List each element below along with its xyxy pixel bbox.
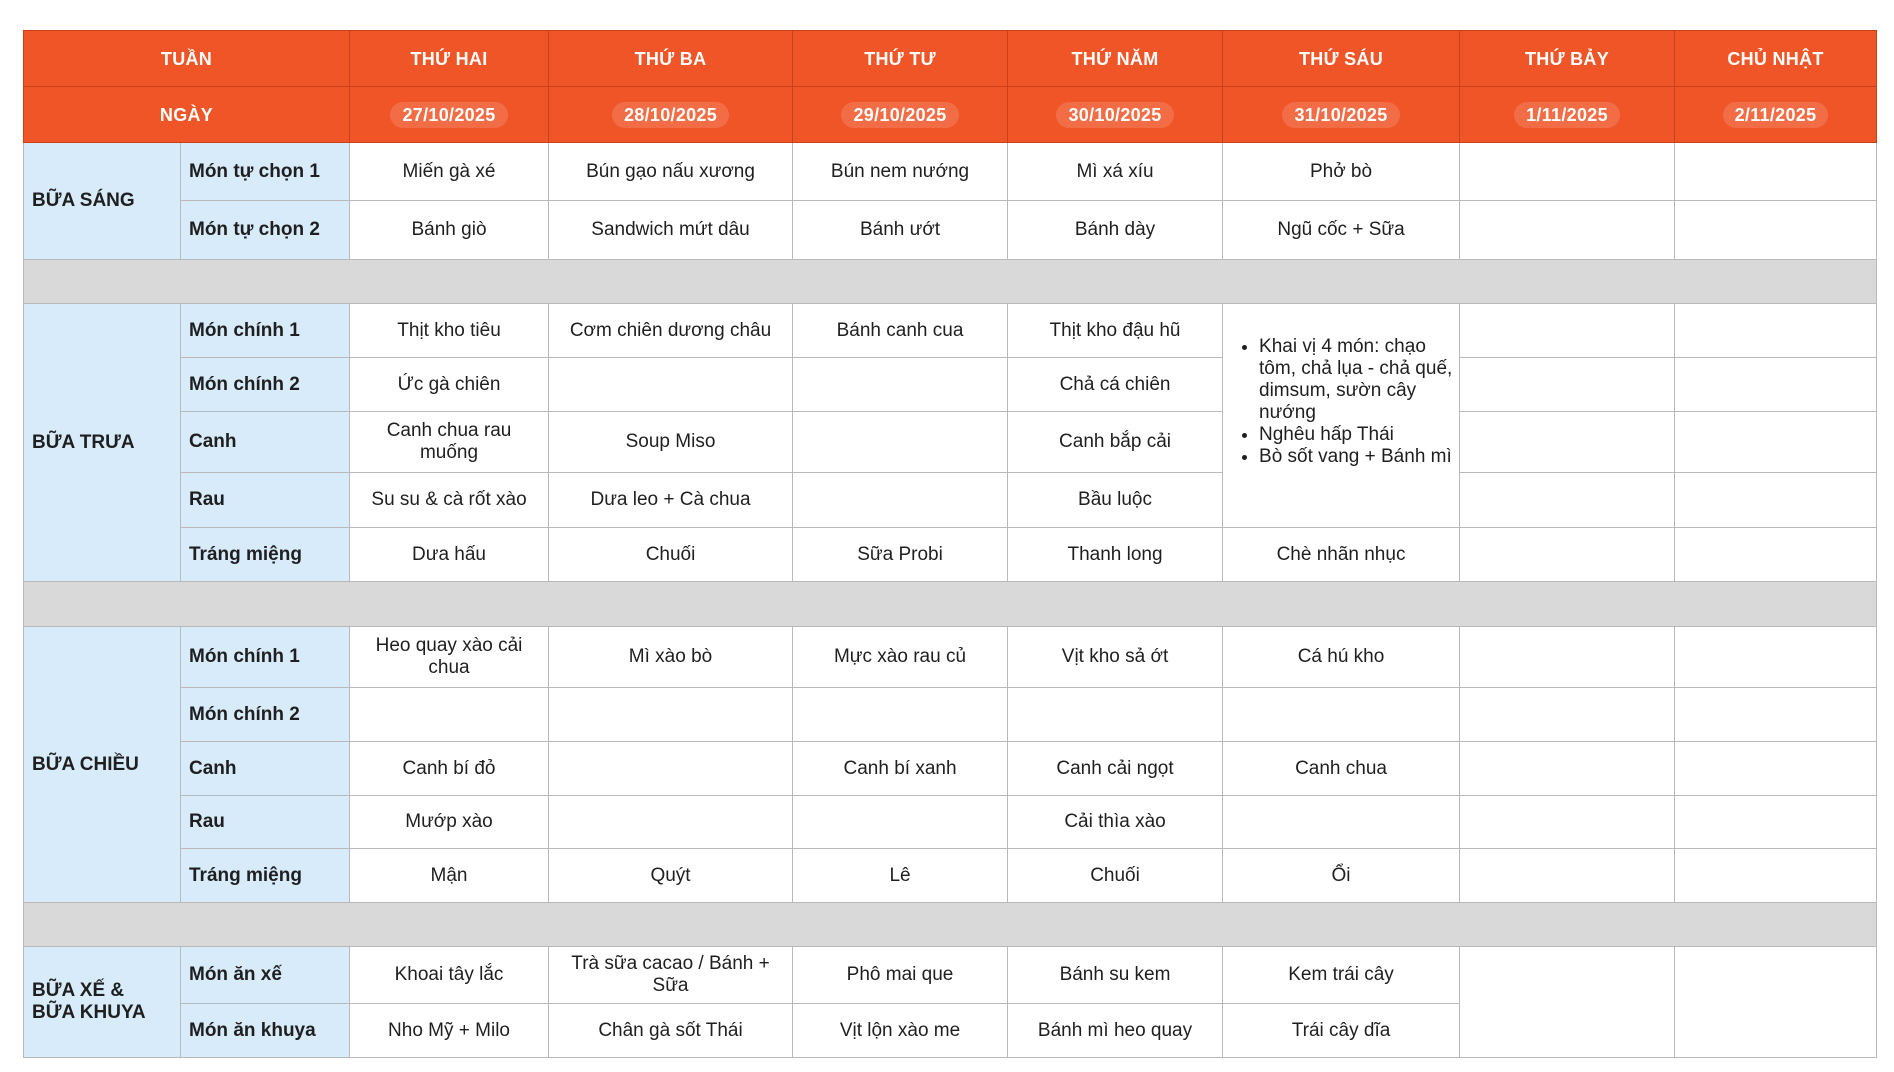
menu-cell [1460, 358, 1675, 412]
row-label: Món ăn xế [181, 947, 350, 1004]
date-wed [793, 87, 1008, 143]
menu-cell [1460, 143, 1675, 201]
date-sun [1675, 87, 1877, 143]
menu-cell [1460, 796, 1675, 849]
menu-cell: Ức gà chiên [350, 358, 549, 412]
date-pill: 1/11/2025 [1514, 102, 1620, 128]
day-wed: THỨ TƯ [793, 31, 1008, 87]
menu-cell: Canh cải ngọt [1008, 742, 1223, 796]
list-item: • Nghêu hấp Thái [1259, 424, 1453, 446]
menu-cell: Heo quay xào cải chua [350, 627, 549, 688]
lunch-special-list [1237, 336, 1453, 468]
menu-cell [1008, 688, 1223, 742]
menu-cell: Ngũ cốc + Sữa [1223, 201, 1460, 260]
menu-cell: Bánh canh cua [793, 304, 1008, 358]
menu-cell: Su su & cà rốt xào [350, 473, 549, 528]
menu-cell: Chuối [549, 528, 793, 582]
separator-cell [24, 260, 1877, 304]
menu-cell: Mì xào bò [549, 627, 793, 688]
menu-cell [1460, 688, 1675, 742]
day-tue: THỨ BA [549, 31, 793, 87]
date-pill: 31/10/2025 [1282, 102, 1399, 128]
menu-cell: Vịt lộn xào me [793, 1004, 1008, 1058]
row-label: Tráng miệng [181, 849, 350, 903]
table-row [24, 742, 1877, 796]
menu-cell: Bánh ướt [793, 201, 1008, 260]
date-mon [350, 87, 549, 143]
table-row [24, 688, 1877, 742]
menu-cell [793, 473, 1008, 528]
row-label: Canh [181, 412, 350, 473]
menu-cell: Chuối [1008, 849, 1223, 903]
separator-row [24, 260, 1877, 304]
table-row [24, 849, 1877, 903]
menu-cell [1460, 473, 1675, 528]
day-sat: THỨ BẢY [1460, 31, 1675, 87]
date-pill: 30/10/2025 [1056, 102, 1173, 128]
menu-cell: Dưa leo + Cà chua [549, 473, 793, 528]
menu-cell: Miến gà xé [350, 143, 549, 201]
date-thu [1008, 87, 1223, 143]
menu-cell [793, 412, 1008, 473]
menu-cell: Kem trái cây [1223, 947, 1460, 1004]
table-row [24, 358, 1877, 412]
menu-cell: Trái cây dĩa [1223, 1004, 1460, 1058]
menu-cell: Thanh long [1008, 528, 1223, 582]
menu-cell [350, 688, 549, 742]
menu-cell [1460, 201, 1675, 260]
menu-cell: Bánh giò [350, 201, 549, 260]
menu-cell: Khoai tây lắc [350, 947, 549, 1004]
table-row [24, 143, 1877, 201]
menu-cell [1675, 627, 1877, 688]
menu-cell: Bánh mì heo quay [1008, 1004, 1223, 1058]
date-sat [1460, 87, 1675, 143]
menu-cell [1675, 143, 1877, 201]
menu-cell [1675, 528, 1877, 582]
menu-cell: Quýt [549, 849, 793, 903]
menu-cell [1675, 796, 1877, 849]
date-label: NGÀY [24, 87, 350, 143]
menu-cell [1675, 201, 1877, 260]
meal-dinner-label: BỮA CHIỀU [24, 627, 181, 903]
separator-row [24, 582, 1877, 627]
menu-cell [1460, 849, 1675, 903]
row-label: Tráng miệng [181, 528, 350, 582]
menu-cell: Mận [350, 849, 549, 903]
list-item: • Khai vị 4 món: chạo tôm, chả lụa - chả quế, dimsum, sườn cây nướng [1259, 336, 1453, 424]
menu-cell [1223, 796, 1460, 849]
date-pill: 29/10/2025 [841, 102, 958, 128]
day-sun: CHỦ NHẬT [1675, 31, 1877, 87]
date-pill: 2/11/2025 [1723, 102, 1829, 128]
row-label: Rau [181, 796, 350, 849]
day-mon: THỨ HAI [350, 31, 549, 87]
meal-breakfast-label: BỮA SÁNG [24, 143, 181, 260]
separator-row [24, 903, 1877, 947]
menu-cell: Thịt kho đậu hũ [1008, 304, 1223, 358]
menu-cell: Cá hú kho [1223, 627, 1460, 688]
menu-cell [549, 358, 793, 412]
menu-cell [1675, 742, 1877, 796]
menu-cell: Bún gạo nấu xương [549, 143, 793, 201]
menu-cell: Canh chua rau muống [350, 412, 549, 473]
row-label: Món chính 2 [181, 688, 350, 742]
row-label: Rau [181, 473, 350, 528]
menu-cell [1223, 688, 1460, 742]
row-label: Món chính 1 [181, 627, 350, 688]
separator-cell [24, 582, 1877, 627]
table-row [24, 412, 1877, 473]
row-label: Món tự chọn 1 [181, 143, 350, 201]
menu-cell [1675, 473, 1877, 528]
table-row [24, 201, 1877, 260]
menu-cell [1675, 947, 1877, 1058]
meal-lunch-label: BỮA TRƯA [24, 304, 181, 582]
date-fri [1223, 87, 1460, 143]
menu-cell: Vịt kho sả ớt [1008, 627, 1223, 688]
menu-cell: Mì xá xíu [1008, 143, 1223, 201]
menu-cell [1460, 412, 1675, 473]
menu-cell: Chân gà sốt Thái [549, 1004, 793, 1058]
menu-cell: Bầu luộc [1008, 473, 1223, 528]
header-days-row [24, 31, 1877, 87]
day-thu: THỨ NĂM [1008, 31, 1223, 87]
menu-cell: Sandwich mứt dâu [549, 201, 793, 260]
menu-cell [1460, 304, 1675, 358]
date-tue [549, 87, 793, 143]
menu-cell: Canh bắp cải [1008, 412, 1223, 473]
menu-cell: Sữa Probi [793, 528, 1008, 582]
separator-cell [24, 903, 1877, 947]
menu-cell [1460, 627, 1675, 688]
menu-cell: Trà sữa cacao / Bánh + Sữa [549, 947, 793, 1004]
row-label: Món ăn khuya [181, 1004, 350, 1058]
menu-cell: Dưa hấu [350, 528, 549, 582]
menu-cell: Cải thìa xào [1008, 796, 1223, 849]
menu-cell [1460, 528, 1675, 582]
menu-cell [549, 796, 793, 849]
menu-cell [1675, 304, 1877, 358]
menu-cell: Mực xào rau củ [793, 627, 1008, 688]
menu-cell: Bánh dày [1008, 201, 1223, 260]
menu-cell: Canh bí xanh [793, 742, 1008, 796]
menu-cell: Chè nhãn nhục [1223, 528, 1460, 582]
menu-cell: Soup Miso [549, 412, 793, 473]
menu-cell: Canh chua [1223, 742, 1460, 796]
menu-cell [793, 796, 1008, 849]
day-fri: THỨ SÁU [1223, 31, 1460, 87]
table-row [24, 796, 1877, 849]
friday-lunch-list [1223, 304, 1460, 528]
row-label: Canh [181, 742, 350, 796]
menu-cell: Mướp xào [350, 796, 549, 849]
menu-cell [1675, 688, 1877, 742]
menu-cell: Phô mai que [793, 947, 1008, 1004]
menu-cell: Bún nem nướng [793, 143, 1008, 201]
header-dates-row [24, 87, 1877, 143]
menu-cell: Bánh su kem [1008, 947, 1223, 1004]
table-row [24, 473, 1877, 528]
row-label: Món chính 1 [181, 304, 350, 358]
menu-cell [549, 688, 793, 742]
menu-cell [1675, 412, 1877, 473]
menu-cell: Ổi [1223, 849, 1460, 903]
menu-cell: Lê [793, 849, 1008, 903]
row-label: Món tự chọn 2 [181, 201, 350, 260]
table-row [24, 627, 1877, 688]
date-pill: 27/10/2025 [390, 102, 507, 128]
menu-cell [1675, 358, 1877, 412]
week-label: TUẦN [24, 31, 350, 87]
menu-cell: Cơm chiên dương châu [549, 304, 793, 358]
weekly-menu-table [23, 30, 1877, 1058]
menu-cell [793, 688, 1008, 742]
menu-cell: Canh bí đỏ [350, 742, 549, 796]
menu-cell [1460, 742, 1675, 796]
menu-cell [549, 742, 793, 796]
meal-snack-label: BỮA XẾ & BỮA KHUYA [24, 947, 181, 1058]
menu-cell: Thịt kho tiêu [350, 304, 549, 358]
menu-cell [1460, 947, 1675, 1058]
table-row [24, 528, 1877, 582]
menu-cell [1675, 849, 1877, 903]
list-item: • Bò sốt vang + Bánh mì [1259, 446, 1453, 468]
menu-cell: Chả cá chiên [1008, 358, 1223, 412]
menu-cell: Nho Mỹ + Milo [350, 1004, 549, 1058]
menu-cell: Phở bò [1223, 143, 1460, 201]
table-row [24, 304, 1877, 358]
date-pill: 28/10/2025 [612, 102, 729, 128]
row-label: Món chính 2 [181, 358, 350, 412]
menu-cell [793, 358, 1008, 412]
table-row [24, 947, 1877, 1004]
